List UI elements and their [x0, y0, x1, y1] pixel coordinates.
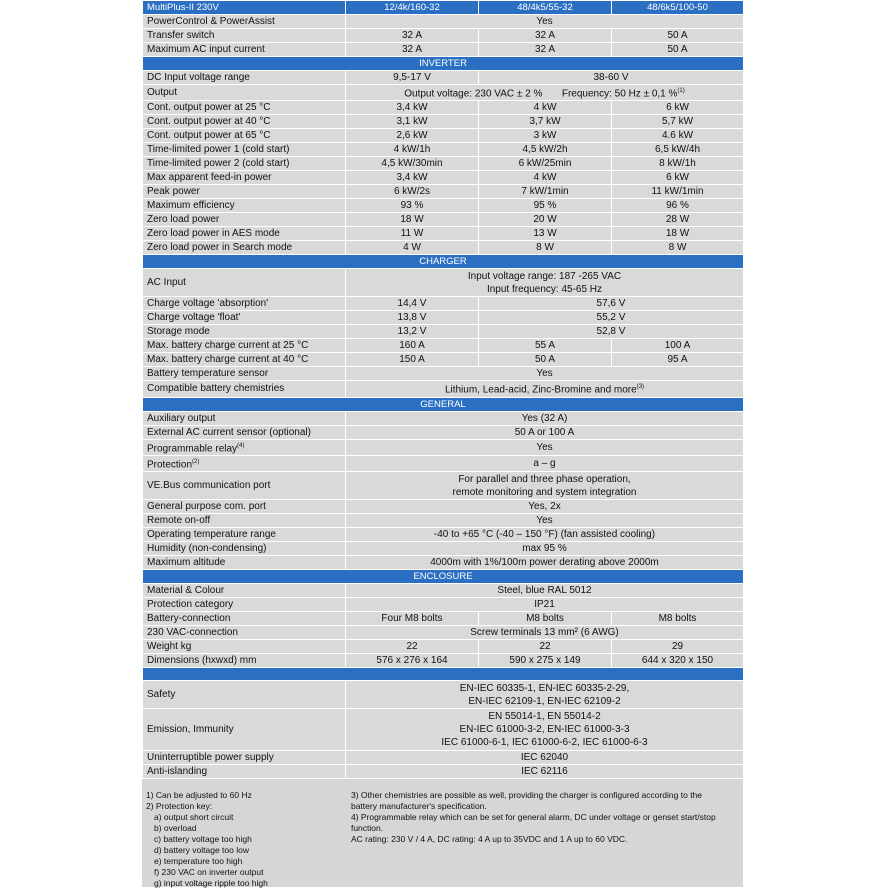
- row-transfer-switch: [143, 29, 744, 43]
- row-protection-category: [143, 598, 744, 612]
- row-value: 4,5 kW/2h: [479, 143, 612, 157]
- footnote-line: b) overload: [154, 823, 197, 834]
- row-value: 2,6 kW: [346, 129, 479, 143]
- row-vac-connection: [143, 626, 744, 640]
- footnote-line: f) 230 VAC on inverter output: [154, 867, 264, 878]
- row-value: 3 kW: [479, 129, 612, 143]
- row-value: Yes (32 A): [346, 411, 744, 425]
- value-line: EN 55014-1, EN 55014-2: [488, 711, 601, 723]
- row-label: Compatible battery chemistries: [143, 381, 346, 397]
- inverter-row: [143, 241, 744, 255]
- spec-sheet: [142, 0, 743, 887]
- row-remote: [143, 514, 744, 528]
- row-label: Emission, Immunity: [143, 709, 346, 751]
- row-value: 3,4 kW: [346, 101, 479, 115]
- row-label: Cont. output power at 25 °C: [143, 101, 346, 115]
- inverter-row: [143, 171, 744, 185]
- row-label: Transfer switch: [143, 29, 346, 43]
- model-label: MultiPlus-II 230V: [143, 1, 346, 15]
- protection-label-text: Protection: [147, 459, 193, 471]
- row-value: 4 kW: [479, 171, 612, 185]
- row-label: Battery temperature sensor: [143, 367, 346, 381]
- row-label: Storage mode: [143, 325, 346, 339]
- row-label: Zero load power in AES mode: [143, 227, 346, 241]
- row-com-port: [143, 500, 744, 514]
- model-2: 48/4k5/55-32: [479, 1, 612, 15]
- row-label: [143, 455, 346, 471]
- charger-current-row: [143, 353, 744, 367]
- row-ext-sensor: [143, 425, 744, 439]
- row-value: 6 kW/25min: [479, 157, 612, 171]
- footnote-line: 2) Protection key:: [146, 801, 213, 812]
- row-value: 18 W: [346, 213, 479, 227]
- row-value: 96 %: [612, 199, 744, 213]
- row-label: Protection category: [143, 598, 346, 612]
- row-value: 95 %: [479, 199, 612, 213]
- row-label: General purpose com. port: [143, 500, 346, 514]
- row-value: 100 A: [612, 339, 744, 353]
- row-label: External AC current sensor (optional): [143, 425, 346, 439]
- row-value: 5,7 kW: [612, 115, 744, 129]
- footnote-line: c) battery voltage too high: [154, 834, 252, 845]
- inverter-row: [143, 129, 744, 143]
- footnotes-right: [351, 790, 739, 889]
- row-protection: [143, 455, 744, 471]
- row-value: 55,2 V: [479, 311, 744, 325]
- value-line: EN-IEC 61000-3-2, EN-IEC 61000-3-3: [459, 724, 630, 736]
- row-vebus: [143, 472, 744, 500]
- row-powercontrol: [143, 15, 744, 29]
- row-value: 11 W: [346, 227, 479, 241]
- row-value: [346, 709, 744, 751]
- row-max-ac-input: [143, 43, 744, 57]
- row-label: Maximum altitude: [143, 556, 346, 570]
- row-label: Auxiliary output: [143, 411, 346, 425]
- row-value: Yes: [346, 367, 744, 381]
- row-label: Anti-islanding: [143, 765, 346, 779]
- row-safety: [143, 681, 744, 709]
- row-value: 13,2 V: [346, 325, 479, 339]
- row-value: 13,8 V: [346, 311, 479, 325]
- row-battery-connection: [143, 612, 744, 626]
- row-value: a – g: [346, 455, 744, 471]
- row-value: 22: [479, 640, 612, 654]
- row-ups: [143, 751, 744, 765]
- row-label: Charge voltage 'float': [143, 311, 346, 325]
- section-enclosure: [143, 570, 744, 584]
- row-value: Yes: [346, 15, 744, 29]
- row-dimensions: [143, 654, 744, 668]
- footnote-ref: (2): [192, 458, 200, 465]
- row-value: 50 A: [479, 353, 612, 367]
- footnote-line: 4) Programmable relay which can be set for general alarm, DC under voltage or genset start/stop: [350, 812, 716, 823]
- row-ac-input: [143, 269, 744, 297]
- row-value: 4,5 kW/30min: [346, 157, 479, 171]
- row-value: 32 A: [479, 43, 612, 57]
- row-value: 4.6 kW: [612, 129, 744, 143]
- row-label: AC Input: [143, 269, 346, 297]
- header-row: [143, 1, 744, 15]
- row-value: 4 kW: [479, 101, 612, 115]
- row-value: 95 A: [612, 353, 744, 367]
- row-label: Maximum efficiency: [143, 199, 346, 213]
- row-label: Cont. output power at 40 °C: [143, 115, 346, 129]
- output-voltage-text: Output voltage: 230 VAC ± 2 %: [404, 88, 543, 100]
- row-value: 160 A: [346, 339, 479, 353]
- value-line: EN-IEC 60335-1, EN-IEC 60335-2-29,: [459, 682, 630, 694]
- row-value: IEC 62116: [346, 765, 744, 779]
- row-label: Dimensions (hxwxd) mm: [143, 654, 346, 668]
- row-value: 3,7 kW: [479, 115, 612, 129]
- section-standards: [143, 668, 744, 681]
- footnote-line: AC rating: 230 V / 4 A, DC rating: 4 A up to 35VDC and 1 A up to 60 VDC.: [350, 834, 628, 845]
- section-charger: [143, 255, 744, 269]
- footnote-line: 1) Can be adjusted to 60 Hz: [146, 790, 252, 801]
- row-value: IP21: [346, 598, 744, 612]
- row-temp-sensor: [143, 367, 744, 381]
- model-3: 48/6k5/100-50: [612, 1, 744, 15]
- row-value: 32 A: [346, 29, 479, 43]
- section-title: [143, 668, 744, 681]
- charger-voltage-row: [143, 325, 744, 339]
- row-value: [346, 472, 744, 500]
- footnote-ref: (4): [237, 442, 245, 449]
- row-label: Zero load power: [143, 213, 346, 227]
- inverter-row: [143, 213, 744, 227]
- row-value: -40 to +65 °C (-40 – 150 °F) (fan assisted cooling): [346, 528, 744, 542]
- row-label: Peak power: [143, 185, 346, 199]
- row-label: Cont. output power at 65 °C: [143, 129, 346, 143]
- row-label: VE.Bus communication port: [143, 472, 346, 500]
- row-value: 13 W: [479, 227, 612, 241]
- row-value: [346, 381, 744, 397]
- row-value: 52,8 V: [479, 325, 744, 339]
- section-title: INVERTER: [143, 57, 744, 71]
- row-value: 8 W: [479, 241, 612, 255]
- row-value: 11 kW/1min: [612, 185, 744, 199]
- row-label: Charge voltage 'absorption': [143, 297, 346, 311]
- row-label: Time-limited power 1 (cold start): [143, 143, 346, 157]
- row-value: 18 W: [612, 227, 744, 241]
- row-value: 6 kW: [612, 101, 744, 115]
- value-line: Input frequency: 45-65 Hz: [486, 283, 603, 295]
- section-general: [143, 397, 744, 411]
- row-value: 576 x 276 x 164: [346, 654, 479, 668]
- row-label: Maximum AC input current: [143, 43, 346, 57]
- row-value: 93 %: [346, 199, 479, 213]
- row-relay: [143, 439, 744, 455]
- inverter-row: [143, 115, 744, 129]
- row-weight: [143, 640, 744, 654]
- inverter-row: [143, 185, 744, 199]
- charger-voltage-row: [143, 297, 744, 311]
- value-line: For parallel and three phase operation,: [458, 473, 631, 485]
- row-value: 590 x 275 x 149: [479, 654, 612, 668]
- value-line: remote monitoring and system integration: [452, 486, 637, 498]
- footnote-line: g) input voltage ripple too high: [154, 878, 268, 889]
- inverter-row: [143, 157, 744, 171]
- footnote-line: e) temperature too high: [154, 856, 243, 867]
- row-altitude: [143, 556, 744, 570]
- row-value: 38-60 V: [479, 71, 744, 85]
- row-value: 32 A: [346, 43, 479, 57]
- value-line: Input voltage range: 187 -265 VAC: [467, 270, 622, 282]
- section-title: ENCLOSURE: [143, 570, 744, 584]
- inverter-row: [143, 227, 744, 241]
- row-label: Max. battery charge current at 40 °C: [143, 353, 346, 367]
- row-value: [346, 85, 744, 101]
- row-value: 28 W: [612, 213, 744, 227]
- row-dc-input: [143, 71, 744, 85]
- row-value: max 95 %: [346, 542, 744, 556]
- row-label: Max. battery charge current at 25 °C: [143, 339, 346, 353]
- output-frequency-text: Frequency: 50 Hz ± 0,1 %: [561, 88, 678, 100]
- value-line: IEC 61000-6-1, IEC 61000-6-2, IEC 61000-6-3: [441, 737, 648, 749]
- row-value: 6 kW: [612, 171, 744, 185]
- row-label: Remote on-off: [143, 514, 346, 528]
- row-value: 20 W: [479, 213, 612, 227]
- footnote-line: d) battery voltage too low: [154, 845, 249, 856]
- row-label: PowerControl & PowerAssist: [143, 15, 346, 29]
- row-value: Yes: [346, 514, 744, 528]
- footnote-ref: (1): [677, 88, 685, 94]
- footnotes-left: [146, 790, 351, 889]
- row-temp-range: [143, 528, 744, 542]
- inverter-row: [143, 101, 744, 115]
- row-value: Screw terminals 13 mm² (6 AWG): [346, 626, 744, 640]
- row-label: Safety: [143, 681, 346, 709]
- row-value: Steel, blue RAL 5012: [346, 584, 744, 598]
- row-value: IEC 62040: [346, 751, 744, 765]
- row-chemistries: [143, 381, 744, 397]
- row-label: Uninterruptible power supply: [143, 751, 346, 765]
- row-value: Four M8 bolts: [346, 612, 479, 626]
- footnote-line: a) output short circuit: [154, 812, 234, 823]
- row-value: 644 x 320 x 150: [612, 654, 744, 668]
- row-value: 32 A: [479, 29, 612, 43]
- inverter-row: [143, 199, 744, 213]
- row-value: 55 A: [479, 339, 612, 353]
- row-label: Battery-connection: [143, 612, 346, 626]
- row-value: 50 A or 100 A: [346, 425, 744, 439]
- row-label: 230 VAC-connection: [143, 626, 346, 640]
- row-value: 4000m with 1%/100m power derating above 2000m: [346, 556, 744, 570]
- row-label: Material & Colour: [143, 584, 346, 598]
- charger-voltage-row: [143, 311, 744, 325]
- row-label: Time-limited power 2 (cold start): [143, 157, 346, 171]
- row-value: 3,1 kW: [346, 115, 479, 129]
- row-label: Humidity (non-condensing): [143, 542, 346, 556]
- footnotes: [142, 779, 743, 889]
- row-value: 29: [612, 640, 744, 654]
- row-label: Max apparent feed-in power: [143, 171, 346, 185]
- row-label: Output: [143, 85, 346, 101]
- row-value: Yes: [346, 439, 744, 455]
- spec-table: [142, 0, 744, 779]
- row-value: 6,5 kW/4h: [612, 143, 744, 157]
- footnote-line: function.: [350, 823, 384, 834]
- row-value: 22: [346, 640, 479, 654]
- row-value: 4 kW/1h: [346, 143, 479, 157]
- footnote-line: battery manufacturer's specification.: [350, 801, 487, 812]
- row-anti-islanding: [143, 765, 744, 779]
- row-label: [143, 439, 346, 455]
- footnote-ref: (3): [636, 384, 645, 391]
- section-title: GENERAL: [143, 397, 744, 411]
- row-value: 8 W: [612, 241, 744, 255]
- row-output: [143, 85, 744, 101]
- section-inverter: [143, 57, 744, 71]
- row-value: 14,4 V: [346, 297, 479, 311]
- row-aux-output: [143, 411, 744, 425]
- inverter-row: [143, 143, 744, 157]
- row-value: 50 A: [612, 43, 744, 57]
- row-value: 50 A: [612, 29, 744, 43]
- chemistries-text: Lithium, Lead-acid, Zinc-Bromine and more: [444, 384, 637, 396]
- row-value: [346, 681, 744, 709]
- section-title: CHARGER: [143, 255, 744, 269]
- row-value: Yes, 2x: [346, 500, 744, 514]
- row-value: 4 W: [346, 241, 479, 255]
- row-value: [346, 269, 744, 297]
- row-value: M8 bolts: [612, 612, 744, 626]
- row-material: [143, 584, 744, 598]
- charger-current-row: [143, 339, 744, 353]
- row-humidity: [143, 542, 744, 556]
- value-line: EN-IEC 62109-1, EN-IEC 62109-2: [468, 695, 621, 707]
- row-label: Zero load power in Search mode: [143, 241, 346, 255]
- footnote-line: 3) Other chemistries are possible as well, providing the charger is configured according to the: [350, 790, 703, 801]
- row-value: 7 kW/1min: [479, 185, 612, 199]
- row-emission: [143, 709, 744, 751]
- row-label: Weight kg: [143, 640, 346, 654]
- row-value: 3,4 kW: [346, 171, 479, 185]
- row-value: 57,6 V: [479, 297, 744, 311]
- row-value: 150 A: [346, 353, 479, 367]
- model-1: 12/4k/160-32: [346, 1, 479, 15]
- relay-label-text: Programmable relay: [147, 442, 238, 454]
- row-label: DC Input voltage range: [143, 71, 346, 85]
- row-label: Operating temperature range: [143, 528, 346, 542]
- row-value: M8 bolts: [479, 612, 612, 626]
- row-value: 8 kW/1h: [612, 157, 744, 171]
- row-value: 6 kW/2s: [346, 185, 479, 199]
- row-value: 9,5-17 V: [346, 71, 479, 85]
